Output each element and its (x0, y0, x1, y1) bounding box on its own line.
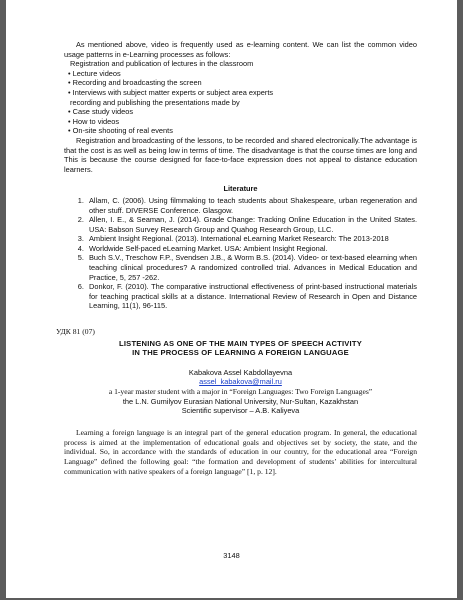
reference-list (64, 196, 417, 311)
group2-item: • How to videos (64, 117, 417, 127)
reference-item: 4. Worldwide Self-paced eLearning Market. USA: Ambient Insight Regional. (86, 244, 417, 254)
author-name: Kabakova Assel Kabdollayevna (188, 367, 293, 377)
group1-item: • Recording and broadcasting the screen (64, 78, 417, 88)
reference-item: 5. Buch S.V., Treschow F.P., Svendsen J.B., & Worm B.S. (2014). Video- or text-based elearning when teaching clinical procedures? A randomized controlled trial. Advances in Medical Education and Practice, 5, 257 -262. (86, 253, 417, 282)
group2-item: • On-site shooting of real events (64, 126, 417, 136)
group1-title: Registration and publication of lectures in the classroom (70, 59, 254, 69)
udk-code: УДК 81 (07) (56, 327, 95, 337)
article-title-line1: LISTENING AS ONE OF THE MAIN TYPES OF SPEECH ACTIVITY (119, 338, 362, 348)
literature-heading: Literature (223, 184, 258, 194)
group1-item: • Lecture videos (64, 69, 417, 79)
intro-paragraph: As mentioned above, video is frequently used as e-learning content. We can list the common video usage patterns in e-Learning processes as follows: (64, 40, 417, 59)
body-paragraph: Learning a foreign language is an integral part of the general education program. In general, the educational process is aimed at the implementation of educational goals and objectives set by society, the state, and the individual. So, in accordance with the standards of education in our country, for the educational area “Foreign Language” defined the following goal: “the formation and development of students’ abilities for intercultural communication with native speakers of a foreign language” [1, p. 12]. (64, 427, 417, 476)
reference-item: 6. Donkor, F. (2010). The comparative instructional effectiveness of print-based instructional materials for teaching practical skills at a distance. International Review of Research in Open and Distance Learning, 11(1), 96-115. (86, 282, 417, 311)
affiliation-line: a 1-year master student with a major in “Foreign Languages: Two Foreign Languages” (108, 387, 373, 396)
group2-item: • Case study videos (64, 107, 417, 117)
supervisor-line: Scientific supervisor – A.B. Kaliyeva (181, 406, 300, 416)
page-number: 3148 (223, 551, 240, 560)
reference-item: 2. Allen, I. E., & Seaman, J. (2014). Grade Change: Tracking Online Education in the United States. USA: Babson Survey Research Group and Quahog Research Group, LLC. (86, 215, 417, 234)
reference-item: 3. Ambient Insight Regional. (2013). International eLearning Market Research: The 2013-2018 (86, 234, 417, 244)
article-title-line2: IN THE PROCESS OF LEARNING A FOREIGN LANGUAGE (132, 348, 349, 358)
university-line: the L.N. Gumilyov Eurasian National University, Nur-Sultan, Kazakhstan (122, 396, 359, 406)
document-page (6, 0, 457, 598)
group1-item: • Interviews with subject matter experts or subject area experts (64, 88, 417, 98)
closing-paragraph: Registration and broadcasting of the lessons, to be recorded and shared electronically.The advantage is that the cost is as well as being low in terms of time. The disadvantage is that the course times are long and This is because the course designed for face-to-face expression does not appeal to distance education learners. (64, 135, 417, 174)
reference-item: 1. Allam, C. (2006). Using filmmaking to teach students about Shakespeare, urban regeneration and other stuff. DIVERSE Conference. Glasgow. (86, 196, 417, 215)
group2-title: recording and publishing the presentations made by (70, 97, 240, 107)
author-email-link[interactable]: assel_kabakova@mail.ru (199, 377, 282, 387)
